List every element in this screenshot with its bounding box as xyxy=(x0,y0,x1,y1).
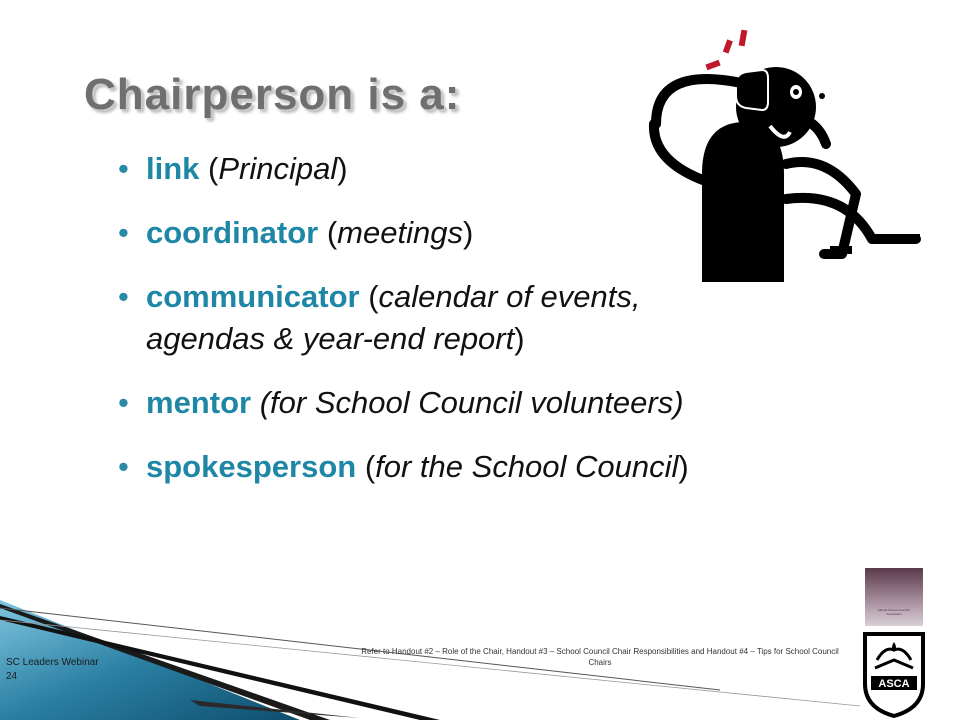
bullet-dot: • xyxy=(118,215,129,250)
bullet-term: mentor xyxy=(146,385,252,420)
bullet-dot: • xyxy=(118,151,129,186)
bullet-dot: • xyxy=(118,279,129,314)
bullet-dot: • xyxy=(118,385,129,420)
footer-webinar-label: SC Leaders Webinar xyxy=(6,657,99,668)
asca-crest-icon xyxy=(861,632,927,718)
asca-logo-top xyxy=(865,568,923,626)
footer-left xyxy=(6,656,176,684)
bullet-dot: • xyxy=(118,449,129,484)
bullet-communicator: • communicator (calendar of events, agendas & year-end report) xyxy=(118,276,746,360)
bullet-detail: calendar of events, agendas & year-end report xyxy=(146,279,641,356)
bullet-detail: (for School Council volunteers) xyxy=(259,385,684,420)
bullet-coordinator: • coordinator (meetings) xyxy=(118,212,908,254)
slide-title: Chairperson is a: xyxy=(84,70,461,119)
bullet-detail: meetings xyxy=(337,215,463,250)
logo-caption: Alberta School Councils' Association xyxy=(877,608,911,616)
bullet-spokesperson: • spokesperson (for the School Council) xyxy=(118,446,908,488)
bullet-mentor xyxy=(118,382,908,424)
bullet-term: link xyxy=(146,151,200,186)
bullet-term: communicator xyxy=(146,279,360,314)
bullet-list xyxy=(118,148,908,510)
bullet-link: • link (Principal) xyxy=(118,148,908,190)
footer-page-number: 24 xyxy=(6,671,18,682)
bullet-term: spokesperson xyxy=(146,449,357,484)
bullet-term: coordinator xyxy=(146,215,319,250)
bullet-detail: for the School Council xyxy=(375,449,679,484)
footer-handout-note: Refer to Handout #2 – Role of the Chair, Handout #3 – School Council Chair Responsibilities and Handout #4 – Tips for School Council Chairs xyxy=(361,647,839,667)
badge-text: ASCA xyxy=(878,678,910,690)
bullet-detail: Principal xyxy=(218,151,338,186)
